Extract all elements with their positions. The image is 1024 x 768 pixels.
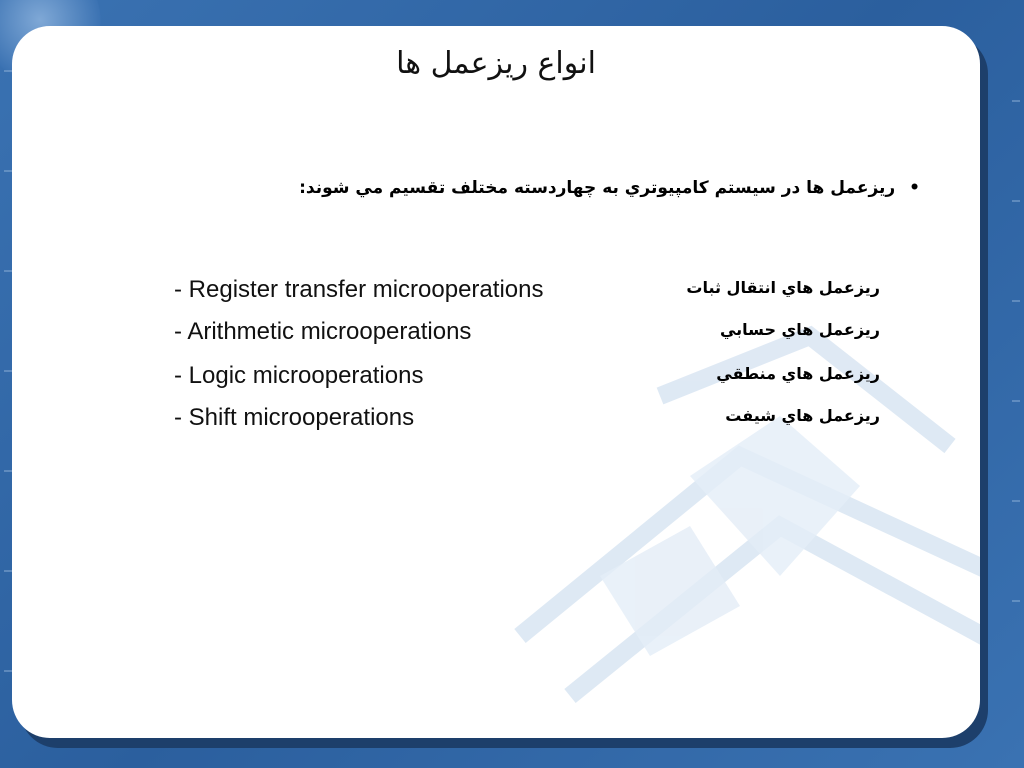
list-item: [12, 318, 980, 358]
right-pattern-icon: [1010, 40, 1024, 720]
persian-term: ريزعمل هاي شيفت: [725, 406, 880, 425]
right-decoration: [1010, 40, 1022, 725]
intro-text: ريزعمل ها در سيستم كامپيوتري به چهاردسته مختلف تقسيم مي شوند:: [299, 178, 896, 198]
list-item: [12, 362, 980, 402]
english-term: - Register transfer microoperations: [174, 276, 544, 303]
persian-term: ريزعمل هاي حسابي: [719, 320, 880, 339]
persian-term: ريزعمل هاي منطقي: [716, 364, 880, 383]
english-term: - Logic microoperations: [174, 362, 424, 389]
slide-title: انواع ريزعمل ها: [396, 46, 596, 81]
english-term: - Arithmetic microoperations: [174, 318, 472, 345]
intro-bullet-line: [299, 178, 920, 198]
list-item: [12, 276, 980, 316]
persian-term: ريزعمل هاي انتقال ثبات: [686, 278, 880, 297]
bullet-icon: •: [909, 178, 920, 198]
english-term: - Shift microoperations: [174, 404, 415, 431]
list-item: [12, 404, 980, 444]
slide-panel: [12, 26, 980, 738]
